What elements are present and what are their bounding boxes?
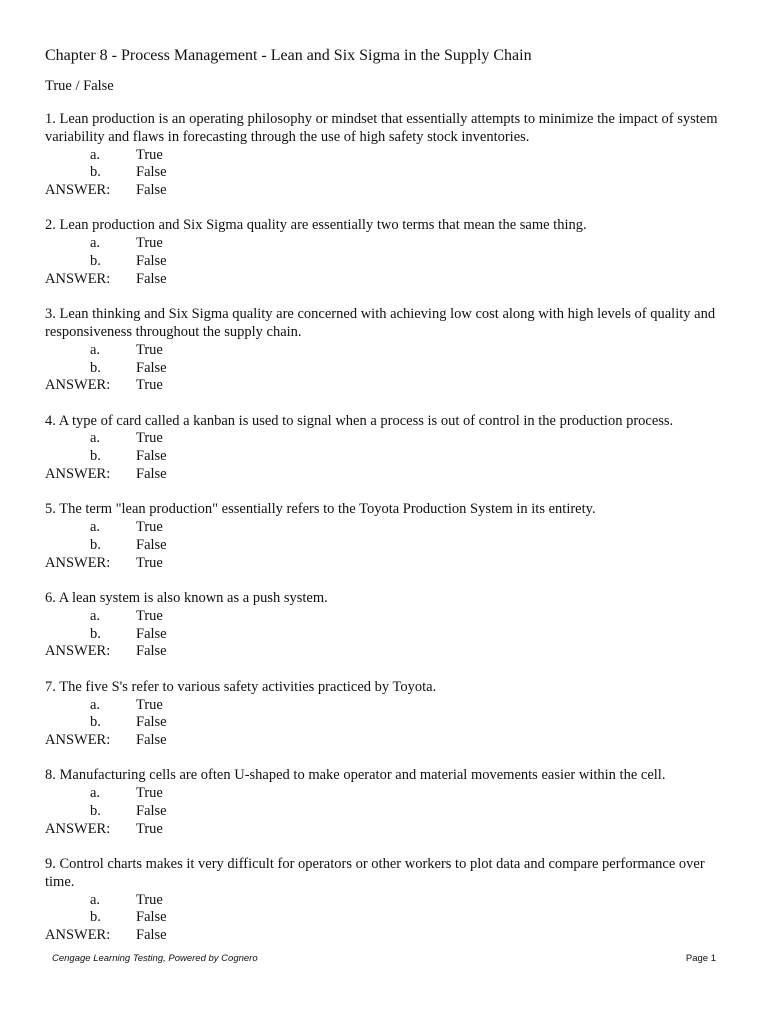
question-text: 3. Lean thinking and Six Sigma quality are concerned with achieving low cost along with high levels of quality and responsiveness throughout the supply chain. [45, 306, 716, 340]
option-letter: a. [90, 430, 101, 447]
question-text: 2. Lean production and Six Sigma quality are essentially two terms that mean the same thing. [45, 217, 587, 234]
answer-option [45, 360, 725, 378]
answer-label: ANSWER: [45, 554, 111, 571]
question-text: 1. Lean production is an operating philosophy or mindset that essentially attempts to minimize the impact of system variability and flaws in forecasting through the use of high safety stock inventories. [45, 111, 718, 145]
option-text: True [136, 519, 163, 536]
option-letter: a. [90, 519, 101, 536]
document-page [45, 45, 725, 963]
answer-option [45, 519, 725, 537]
answer-label: ANSWER: [45, 182, 111, 199]
answer-label: ANSWER: [45, 643, 111, 660]
answer-row [45, 182, 725, 200]
option-text: True [136, 785, 163, 802]
question-text: 8. Manufacturing cells are often U-shaped to make operator and material movements easier within the cell. [45, 767, 666, 784]
section-title: True / False [45, 78, 114, 94]
option-letter: b. [90, 253, 101, 270]
option-letter: a. [90, 785, 101, 802]
answer-option [45, 147, 725, 165]
option-text: False [136, 359, 167, 376]
option-letter: b. [90, 359, 101, 376]
option-letter: b. [90, 448, 101, 465]
answer-option [45, 235, 725, 253]
question-text: 7. The five S's refer to various safety activities practiced by Toyota. [45, 678, 437, 695]
question-item [45, 679, 725, 750]
question-text: 4. A type of card called a kanban is used to signal when a process is out of control in the production process. [45, 412, 674, 429]
option-letter: a. [90, 146, 101, 163]
answer-value: False [136, 466, 167, 483]
option-letter: b. [90, 536, 101, 553]
question-item [45, 767, 725, 838]
option-text: False [136, 536, 167, 553]
option-text: False [136, 625, 167, 642]
answer-value: True [136, 377, 163, 394]
option-text: False [136, 714, 167, 731]
answer-option [45, 608, 725, 626]
option-letter: b. [90, 714, 101, 731]
answer-option [45, 785, 725, 803]
option-letter: a. [90, 341, 101, 358]
answer-label: ANSWER: [45, 820, 111, 837]
page-footer [52, 953, 716, 967]
option-text: True [136, 696, 163, 713]
answer-label: ANSWER: [45, 270, 111, 287]
option-text: False [136, 253, 167, 270]
answer-row [45, 466, 725, 484]
answer-label: ANSWER: [45, 927, 111, 944]
question-item [45, 111, 725, 200]
answer-row [45, 927, 725, 945]
answer-option [45, 430, 725, 448]
question-item [45, 501, 725, 572]
answer-row [45, 271, 725, 289]
option-letter: b. [90, 803, 101, 819]
answer-option [45, 448, 725, 466]
answer-value: False [136, 732, 167, 749]
answer-value: True [136, 820, 163, 837]
option-text: True [136, 430, 163, 447]
answer-row [45, 821, 725, 839]
question-item [45, 217, 725, 288]
option-text: True [136, 607, 163, 624]
answer-option [45, 537, 725, 555]
option-letter: b. [90, 909, 101, 926]
question-text: 6. A lean system is also known as a push system. [45, 590, 328, 607]
answer-option [45, 803, 725, 821]
answer-value: False [136, 927, 167, 944]
option-text: True [136, 891, 163, 908]
answer-value: False [136, 270, 167, 287]
option-letter: a. [90, 891, 101, 908]
option-text: False [136, 448, 167, 465]
option-letter: b. [90, 625, 101, 642]
answer-label: ANSWER: [45, 732, 111, 749]
question-text: 9. Control charts makes it very difficult for operators or other workers to plot data and compare performance over time. [45, 856, 705, 890]
option-letter: b. [90, 164, 101, 181]
option-text: True [136, 235, 163, 252]
answer-row [45, 732, 725, 750]
answer-option [45, 909, 725, 927]
question-item [45, 306, 725, 395]
answer-value: True [136, 554, 163, 571]
question-item [45, 590, 725, 661]
answer-option [45, 697, 725, 715]
option-text: True [136, 146, 163, 163]
answer-option [45, 164, 725, 182]
answer-option [45, 626, 725, 644]
document-title: Chapter 8 - Process Management - Lean and Six Sigma in the Supply Chain [45, 47, 532, 64]
option-letter: a. [90, 607, 101, 624]
answer-row [45, 643, 725, 661]
option-letter: a. [90, 696, 101, 713]
question-text: 5. The term "lean production" essentially refers to the Toyota Production System in its entirety. [45, 501, 596, 518]
answer-row [45, 377, 725, 395]
option-text: True [136, 341, 163, 358]
answer-option [45, 342, 725, 360]
page-number: Page 1 [685, 953, 716, 964]
question-item [45, 856, 725, 945]
answer-option [45, 714, 725, 732]
question-item [45, 413, 725, 484]
answer-row [45, 555, 725, 573]
answer-label: ANSWER: [45, 466, 111, 483]
option-letter: a. [90, 235, 101, 252]
answer-value: False [136, 643, 167, 660]
answer-option [45, 253, 725, 271]
option-text: False [136, 164, 167, 181]
footer-credit: Cengage Learning Testing, Powered by Cognero [52, 953, 258, 964]
option-text: False [136, 803, 167, 819]
answer-label: ANSWER: [45, 377, 111, 394]
answer-value: False [136, 182, 167, 199]
answer-option [45, 892, 725, 910]
option-text: False [136, 909, 167, 926]
